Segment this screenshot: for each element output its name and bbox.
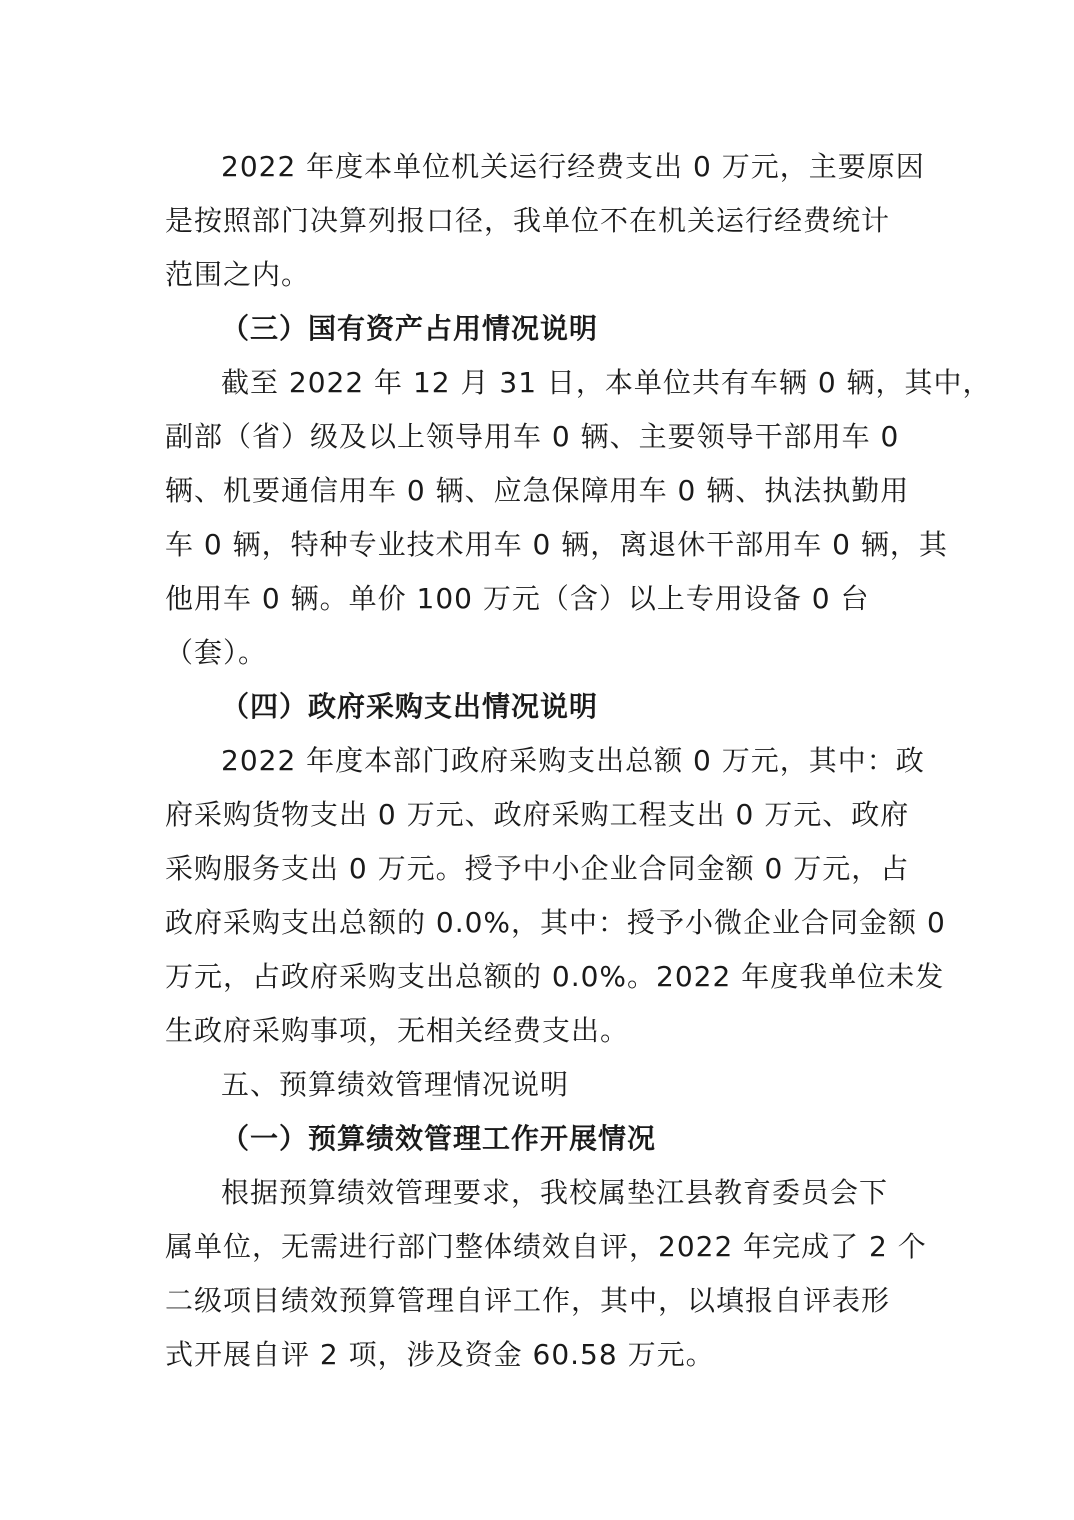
paragraph-procurement [165, 734, 946, 1058]
paragraph-line: 式开展自评 2 项，涉及资金 60.58 万元。 [165, 1338, 715, 1371]
paragraph-line: 府采购货物支出 0 万元、政府采购工程支出 0 万元、政府 [165, 798, 910, 831]
paragraph-line: 采购服务支出 0 万元。授予中小企业合同金额 0 万元，占 [165, 852, 910, 885]
paragraph-vehicles [165, 356, 992, 680]
paragraph-line: 根据预算绩效管理要求，我校属垫江县教育委员会下 [221, 1176, 889, 1209]
paragraph-line: 车 0 辆，特种专业技术用车 0 辆，离退休干部用车 0 辆，其 [165, 528, 948, 561]
paragraph-line: 辆、机要通信用车 0 辆、应急保障用车 0 辆、执法执勤用 [165, 474, 910, 507]
paragraph-performance [165, 1166, 925, 1382]
paragraph-operating-expenses [165, 140, 925, 302]
paragraph-line: 副部（省）级及以上领导用车 0 辆、主要领导干部用车 0 [165, 420, 900, 453]
paragraph-line: 生政府采购事项，无相关经费支出。 [165, 1014, 630, 1047]
paragraph-line: 是按照部门决算列报口径，我单位不在机关运行经费统计 [165, 204, 891, 237]
paragraph-line: 属单位，无需进行部门整体绩效自评，2022 年完成了 2 个 [165, 1230, 927, 1263]
paragraph-line: 万元，占政府采购支出总额的 0.0%。2022 年度我单位未发 [165, 960, 945, 993]
paragraph-line: 范围之内。 [165, 258, 311, 291]
paragraph-line: 他用车 0 辆。单价 100 万元（含）以上专用设备 0 台 [165, 582, 870, 615]
section-heading-performance-management: 五、预算绩效管理情况说明 [221, 1068, 570, 1101]
paragraph-line: 2022 年度本单位机关运行经费支出 0 万元，主要原因 [221, 150, 925, 183]
section-heading-procurement: （四）政府采购支出情况说明 [221, 690, 599, 723]
section-heading-state-assets: （三）国有资产占用情况说明 [221, 312, 599, 345]
paragraph-line: 政府采购支出总额的 0.0%，其中：授予小微企业合同金额 0 [165, 906, 946, 939]
paragraph-line: 2022 年度本部门政府采购支出总额 0 万元，其中：政 [221, 744, 925, 777]
paragraph-line: 截至 2022 年 12 月 31 日，本单位共有车辆 0 辆，其中， [221, 366, 992, 399]
paragraph-line: 二级项目绩效预算管理自评工作，其中，以填报自评表形 [165, 1284, 891, 1317]
document-body [165, 140, 992, 1382]
paragraph-line: （套）。 [165, 636, 268, 669]
subsection-heading-performance-work: （一）预算绩效管理工作开展情况 [221, 1122, 657, 1155]
